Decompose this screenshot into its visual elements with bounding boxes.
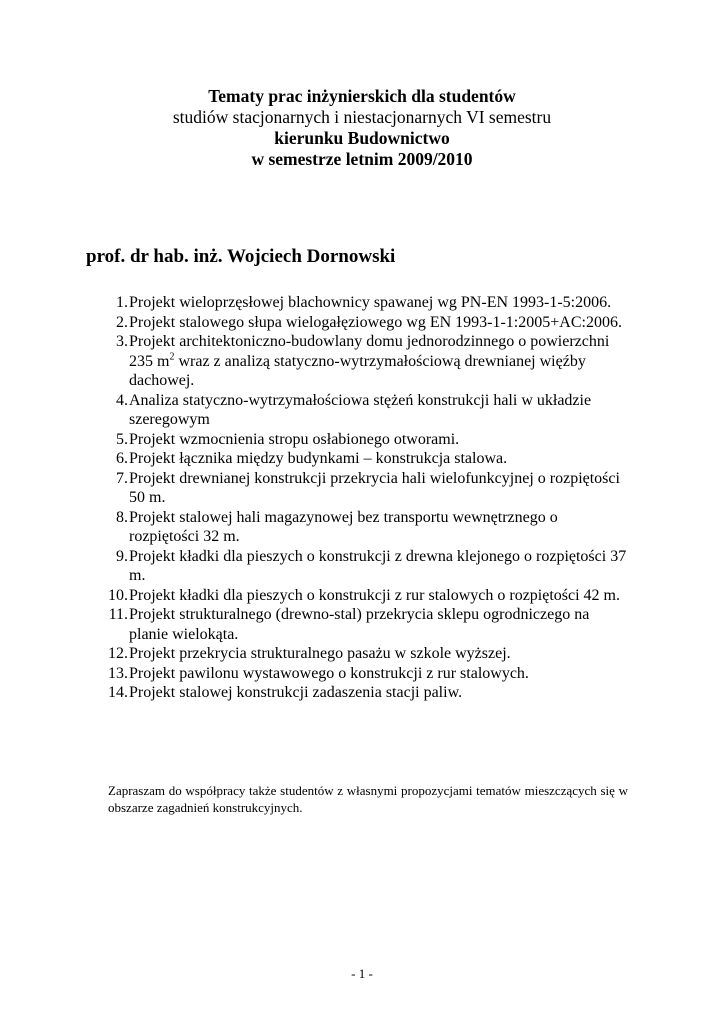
- list-item: [100, 430, 630, 450]
- superscript: 2: [169, 351, 175, 363]
- topics-list: [100, 293, 630, 703]
- item-text-part: Projekt architektoniczno-budowlany domu jednorodzinnego o powierzchni 235 m: [129, 333, 610, 370]
- item-text-part: wraz z analizą statyczno-wytrzymałościową drewnianej więźby dachowej.: [129, 352, 586, 389]
- header-field-of-study: kierunku Budownictwo: [274, 128, 450, 148]
- item-number: 3.: [116, 333, 128, 350]
- document-header: [0, 86, 724, 170]
- header-semester: w semestrze letnim 2009/2010: [251, 149, 473, 169]
- invitation-note: Zapraszam do współpracy także studentów z własnymi propozycjami tematów mieszczących się w obszarze zagadnień konstrukcyjnych.: [108, 783, 628, 815]
- list-item: [100, 391, 630, 430]
- item-text: [129, 332, 630, 391]
- item-text: Projekt kładki dla pieszych o konstrukcji z drewna klejonego o rozpiętości 37 m.: [129, 547, 627, 584]
- list-item: [100, 508, 630, 547]
- item-text: Projekt stalowej konstrukcji zadaszenia stacji paliw.: [129, 684, 463, 701]
- item-text: Analiza statyczno-wytrzymałościowa stężeń konstrukcji hali w układzie szeregowym: [129, 391, 592, 428]
- item-text: Projekt kładki dla pieszych o konstrukcji z rur stalowych o rozpiętości 42 m.: [129, 586, 620, 604]
- item-text: Projekt stalowego słupa wielogałęziowego wg EN 1993-1-1:2005+AC:2006.: [129, 313, 622, 331]
- item-text: Projekt wzmocnienia stropu osłabionego otworami.: [129, 430, 460, 448]
- item-text: Projekt strukturalnego (drewno-stal) przekrycia sklepu ogrodniczego na planie wielokąta.: [129, 606, 590, 643]
- item-number: 4.: [116, 391, 128, 409]
- item-number: 13.: [108, 664, 128, 682]
- item-text: Projekt stalowej hali magazynowej bez transportu wewnętrznego o rozpiętości 32 m.: [129, 508, 558, 545]
- item-number: 8.: [116, 508, 128, 526]
- item-text: Projekt łącznika między budynkami – konstrukcja stalowa.: [129, 450, 508, 467]
- list-item: [100, 293, 630, 313]
- list-item: [100, 605, 630, 644]
- page-number: - 1 -: [351, 966, 373, 981]
- list-item: [100, 547, 630, 586]
- list-item: [100, 332, 630, 391]
- item-number: 10.: [108, 586, 128, 604]
- list-item: [100, 313, 630, 333]
- header-subtitle: studiów stacjonarnych i niestacjonarnych VI semestru: [172, 107, 552, 127]
- item-number: 12.: [108, 645, 128, 662]
- list-item: [100, 586, 630, 606]
- item-number: 6.: [116, 450, 128, 467]
- list-item: [100, 683, 630, 703]
- item-text: Projekt drewnianej konstrukcji przekrycia hali wielofunkcyjnej o rozpiętości 50 m.: [129, 469, 620, 506]
- item-number: 2.: [116, 313, 128, 331]
- item-number: 5.: [116, 430, 128, 448]
- item-text: Projekt pawilonu wystawowego o konstrukcji z rur stalowych.: [129, 664, 529, 682]
- list-item: [100, 449, 630, 469]
- item-number: 11.: [108, 606, 128, 623]
- author-name: prof. dr hab. inż. Wojciech Dornowski: [86, 246, 396, 267]
- header-title: Tematy prac inżynierskich dla studentów: [208, 86, 516, 106]
- item-text: Projekt przekrycia strukturalnego pasażu w szkole wyższej.: [129, 645, 511, 662]
- item-number: 14.: [108, 684, 128, 701]
- list-item: [100, 664, 630, 684]
- list-item: [100, 644, 630, 664]
- list-item: [100, 469, 630, 508]
- item-number: 9.: [116, 547, 128, 565]
- item-number: 7.: [116, 469, 128, 487]
- item-text: Projekt wieloprzęsłowej blachownicy spawanej wg PN-EN 1993-1-5:2006.: [129, 294, 612, 311]
- item-number: 1.: [116, 294, 128, 311]
